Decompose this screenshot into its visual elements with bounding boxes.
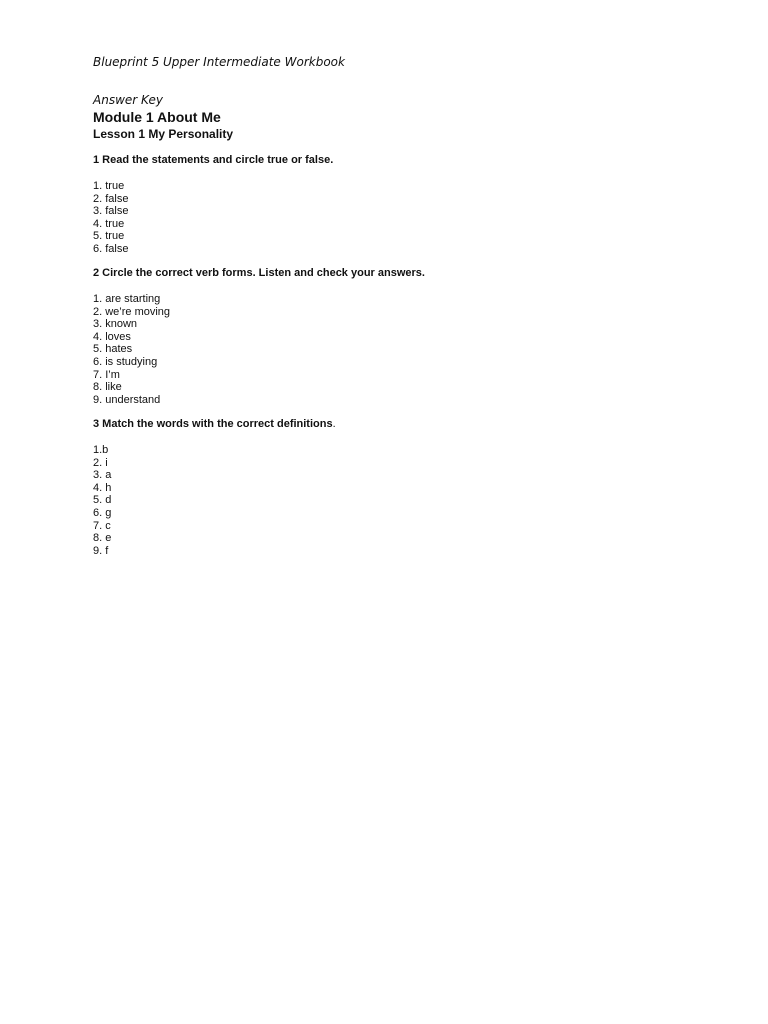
answer-item: 2. false bbox=[93, 192, 129, 205]
exercise-heading: 1 Read the statements and circle true or false. bbox=[93, 154, 334, 166]
answer-list bbox=[93, 293, 425, 406]
answer-item: 2. i bbox=[93, 456, 108, 469]
exercise-2 bbox=[93, 267, 425, 406]
answer-item: 1. are starting bbox=[93, 293, 161, 305]
answer-item: 8. e bbox=[93, 532, 112, 545]
answer-item: 5. hates bbox=[93, 343, 133, 356]
answer-item: 9. understand bbox=[93, 393, 161, 406]
answer-list bbox=[93, 444, 336, 557]
answer-item: 3. a bbox=[93, 469, 112, 482]
answer-item: 8. like bbox=[93, 381, 122, 394]
answer-list bbox=[93, 180, 333, 256]
exercise-3 bbox=[93, 418, 336, 557]
answer-item: 3. known bbox=[93, 318, 138, 331]
answer-item: 3. false bbox=[93, 205, 129, 218]
answer-item: 6. is studying bbox=[93, 355, 158, 368]
answer-item: 7. I’m bbox=[93, 368, 120, 381]
answer-item: 1. true bbox=[93, 180, 125, 192]
answer-item: 7. c bbox=[93, 519, 111, 532]
exercise-1 bbox=[93, 154, 333, 256]
answer-item: 5. true bbox=[93, 230, 125, 243]
answer-item: 2. we’re moving bbox=[93, 305, 171, 318]
answer-item: 9. f bbox=[93, 544, 109, 557]
answer-item: 4. loves bbox=[93, 330, 131, 343]
lesson-title: Lesson 1 My Personality bbox=[93, 127, 234, 141]
answer-key-label: Answer Key bbox=[93, 93, 163, 107]
module-title: Module 1 About Me bbox=[93, 109, 221, 125]
workbook-title: Blueprint 5 Upper Intermediate Workbook bbox=[93, 55, 345, 69]
answer-item: 4. true bbox=[93, 217, 125, 230]
answer-item: 6. g bbox=[93, 506, 112, 519]
answer-item: 4. h bbox=[93, 481, 112, 494]
answer-item: 6. false bbox=[93, 242, 129, 255]
answer-item: 1.b bbox=[93, 444, 109, 456]
answer-item: 5. d bbox=[93, 494, 112, 507]
exercise-heading: 2 Circle the correct verb forms. Listen and check your answers. bbox=[93, 267, 425, 279]
exercise-heading: 3 Match the words with the correct definitions. bbox=[93, 418, 336, 430]
